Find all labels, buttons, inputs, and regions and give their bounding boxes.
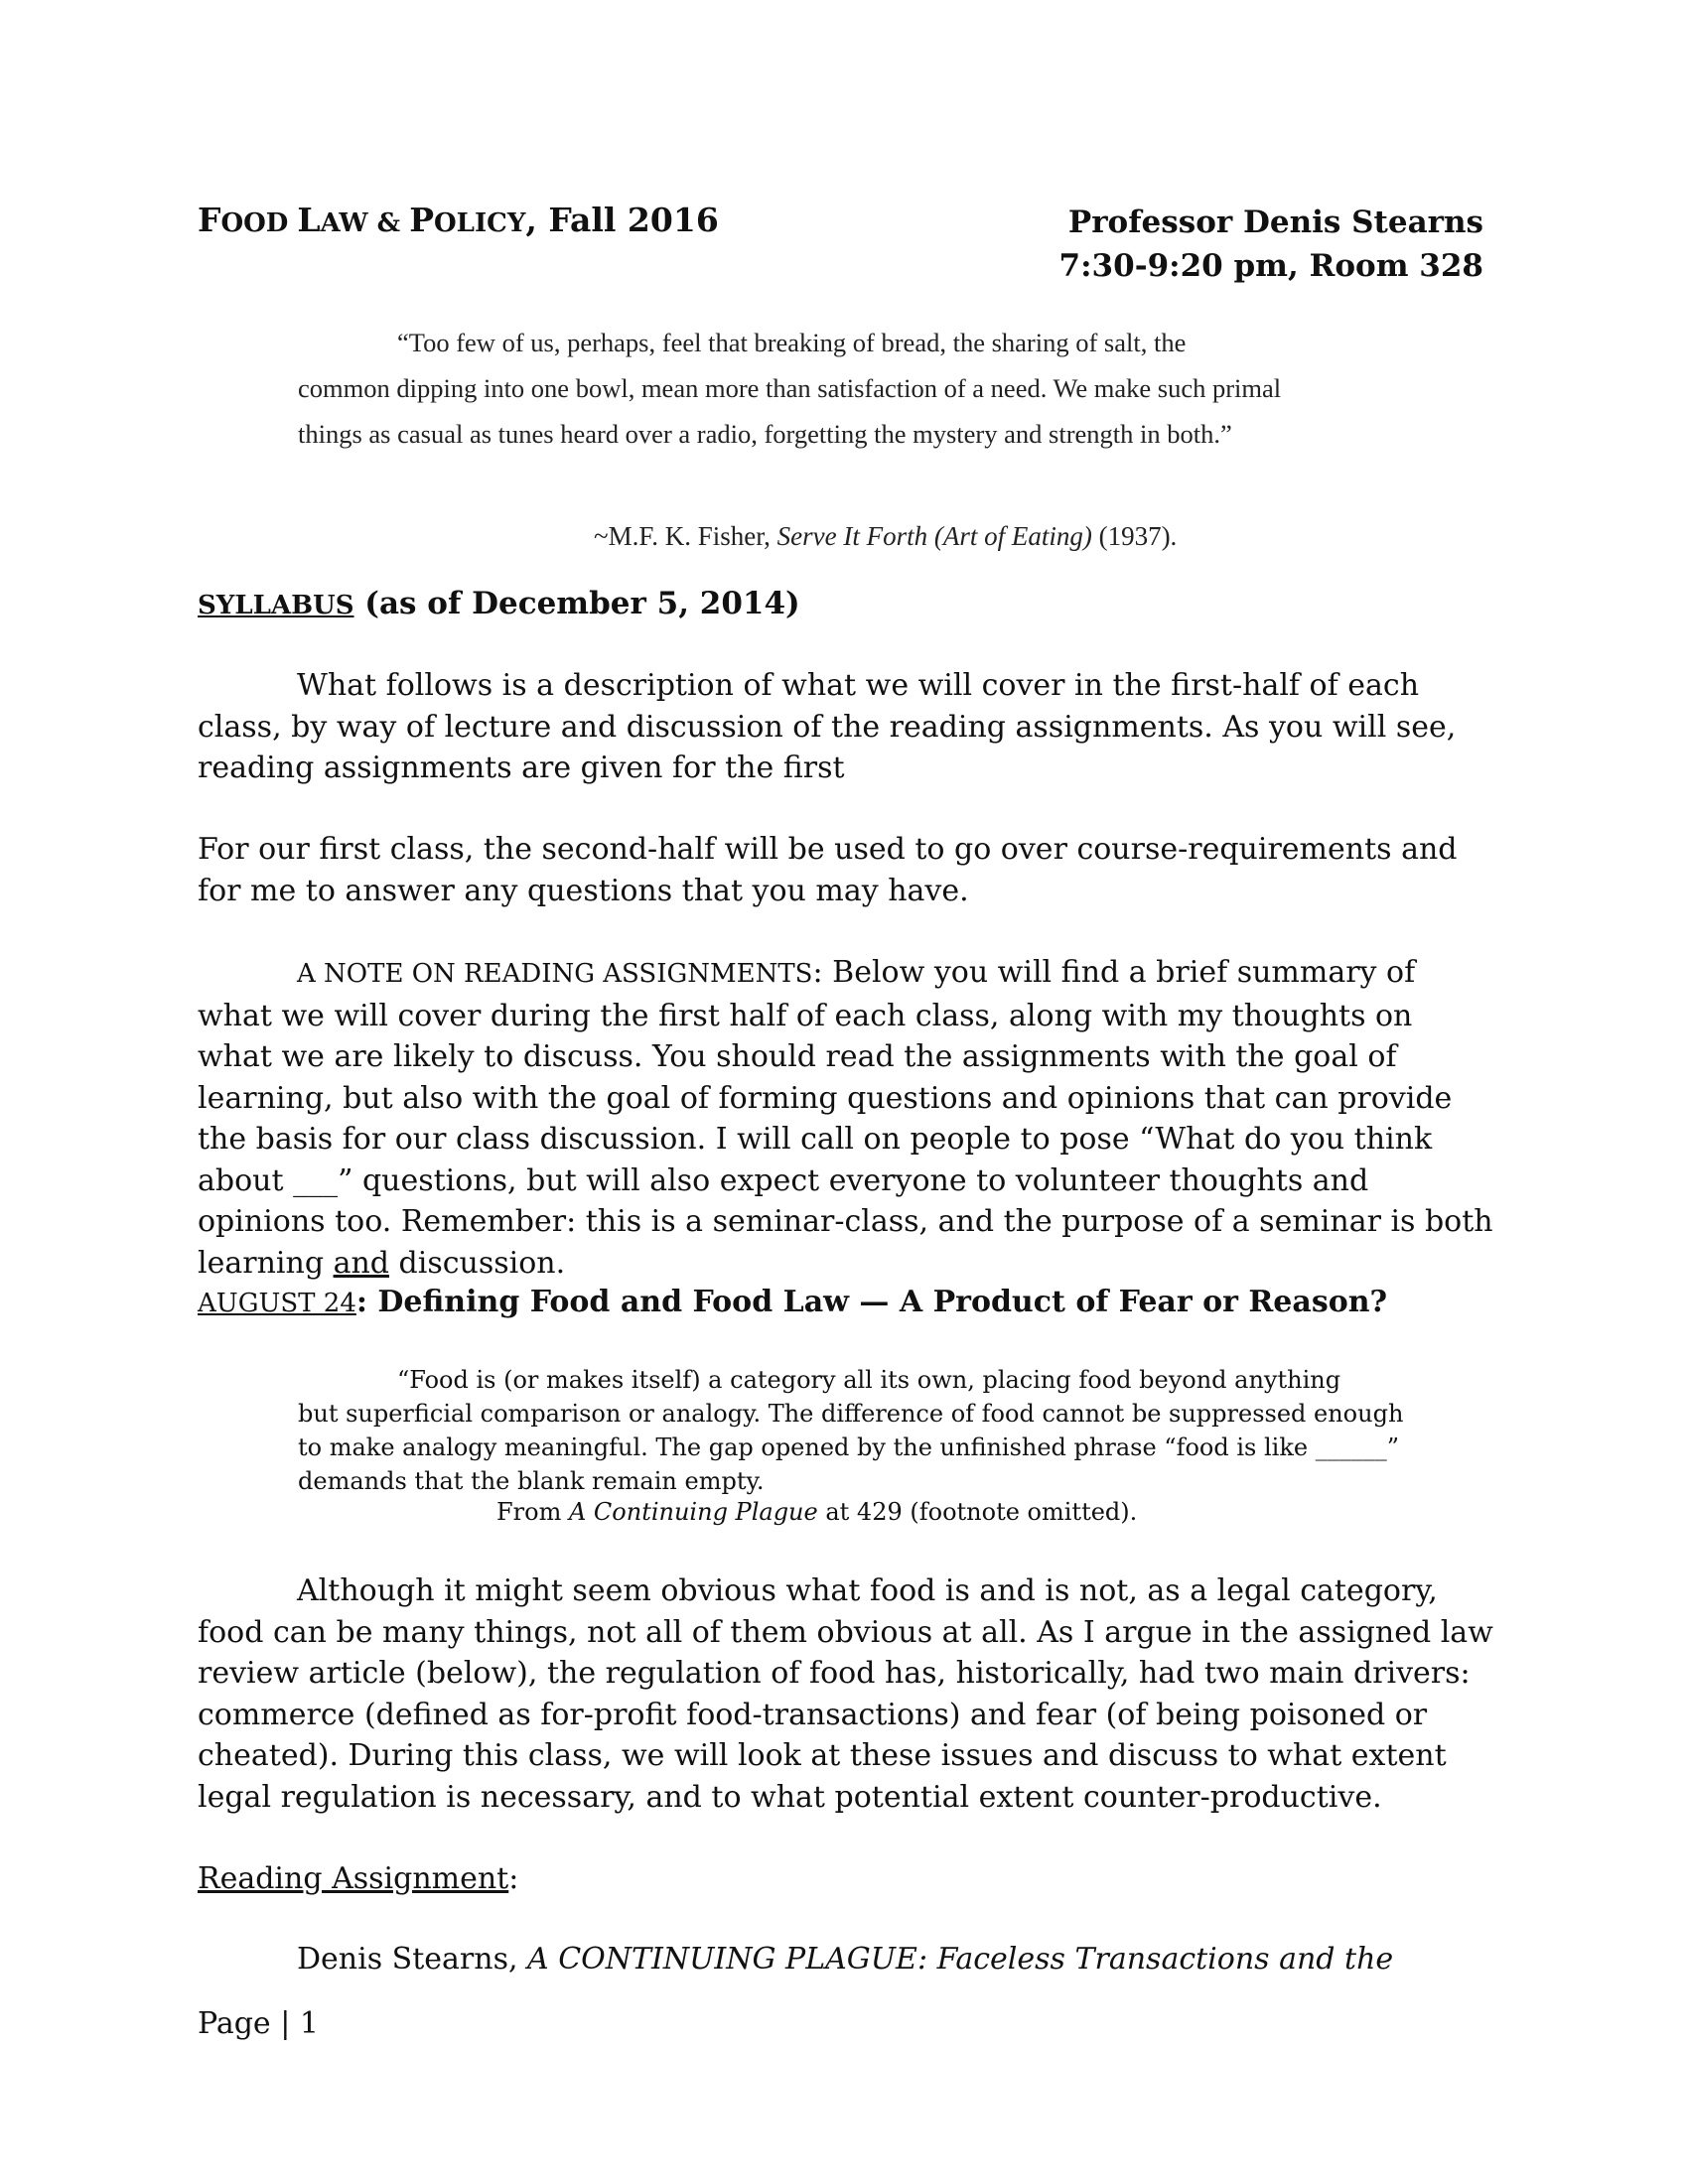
- epigraph-line-1: “Too few of us, perhaps, feel that breaking of bread, the sharing of salt, the: [397, 328, 1187, 357]
- epigraph-rest: common dipping into one bowl, mean more than satisfaction of a need. We make such primal things as casual as tunes heard over a radio, forgetting the mystery and strength in both.”: [298, 373, 1282, 449]
- food-quote-line-1: “Food is (or makes itself) a category all its own, placing food beyond anything: [397, 1366, 1341, 1394]
- course-title: FOOD LAW & POLICY, Fall 2016: [198, 201, 719, 239]
- reading-note-label: A NOTE ON READING ASSIGNMENTS: [297, 959, 813, 989]
- august-24-heading: AUGUST 24: Defining Food and Food Law — A Product of Fear or Reason?: [198, 1285, 1388, 1319]
- intro-paragraph: What follows is a description of what we will cover in the first-half of each class, by way of lecture and discussion of the reading assignments. As you will see, reading assignments are given for the first: [198, 668, 1457, 785]
- food-category-paragraph: Although it might seem obvious what food is and is not, as a legal category, food can be many things, not all of them obvious at all. As I argue in the assigned law review article (below), the regulation of food has, historically, had two main drivers: commerce (defined as for-profit food-transactions) and fear (of being poisoned or cheated). During this class, we will look at these issues and discuss to what extent legal regulation is necessary, and to what potential extent counter-productive.: [198, 1573, 1493, 1815]
- reading-note-paragraph: A NOTE ON READING ASSIGNMENTS: Below you will find a brief summary of what we will cover during the first half of each class, along with my thoughts on what we are likely to discuss. You should read the assignments with the goal of learning, but also with the goal of forming questions and opinions that can provide the basis for our class discussion. I will call on people to pose “What do you think about ___” questions, but will also expect everyone to volunteer thoughts and opinions too. Remember: this is a seminar-class, and the purpose of a seminar is both learning and discussion.: [198, 955, 1493, 1281]
- syllabus-heading: SYLLABUS (as of December 5, 2014): [198, 586, 800, 621]
- attribution-title: Serve It Forth (Art of Eating): [776, 521, 1092, 551]
- epigraph-attribution: ~M.F. K. Fisher, Serve It Forth (Art of Eating) (1937).: [594, 521, 1178, 551]
- food-quote-source: From A Continuing Plague at 429 (footnote omitted).: [496, 1498, 1138, 1526]
- food-quote: [298, 1363, 1410, 1498]
- food-quote-rest: but superficial comparison or analogy. The difference of food cannot be suppressed enough to make analogy meaningful. The gap opened by the unfinished phrase “food is like ______” demands that the blank remain empty.: [298, 1400, 1404, 1495]
- professor-name: Professor Denis Stearns: [1067, 205, 1483, 240]
- page-footer: Page | 1: [198, 2006, 319, 2041]
- page-number: 1: [299, 2006, 319, 2041]
- reading-citation: Denis Stearns, A CONTINUING PLAGUE: Faceless Transactions and the: [297, 1942, 1394, 1977]
- reading-assignment-label: Reading Assignment:: [198, 1861, 519, 1896]
- professor-info: [1059, 201, 1483, 288]
- first-class-paragraph: For our first class, the second-half will be used to go over course-requirements and for me to answer any questions that you may have.: [198, 832, 1458, 908]
- class-time-room: 7:30-9:20 pm, Room 328: [1058, 248, 1483, 284]
- epigraph-quote: [298, 320, 1311, 457]
